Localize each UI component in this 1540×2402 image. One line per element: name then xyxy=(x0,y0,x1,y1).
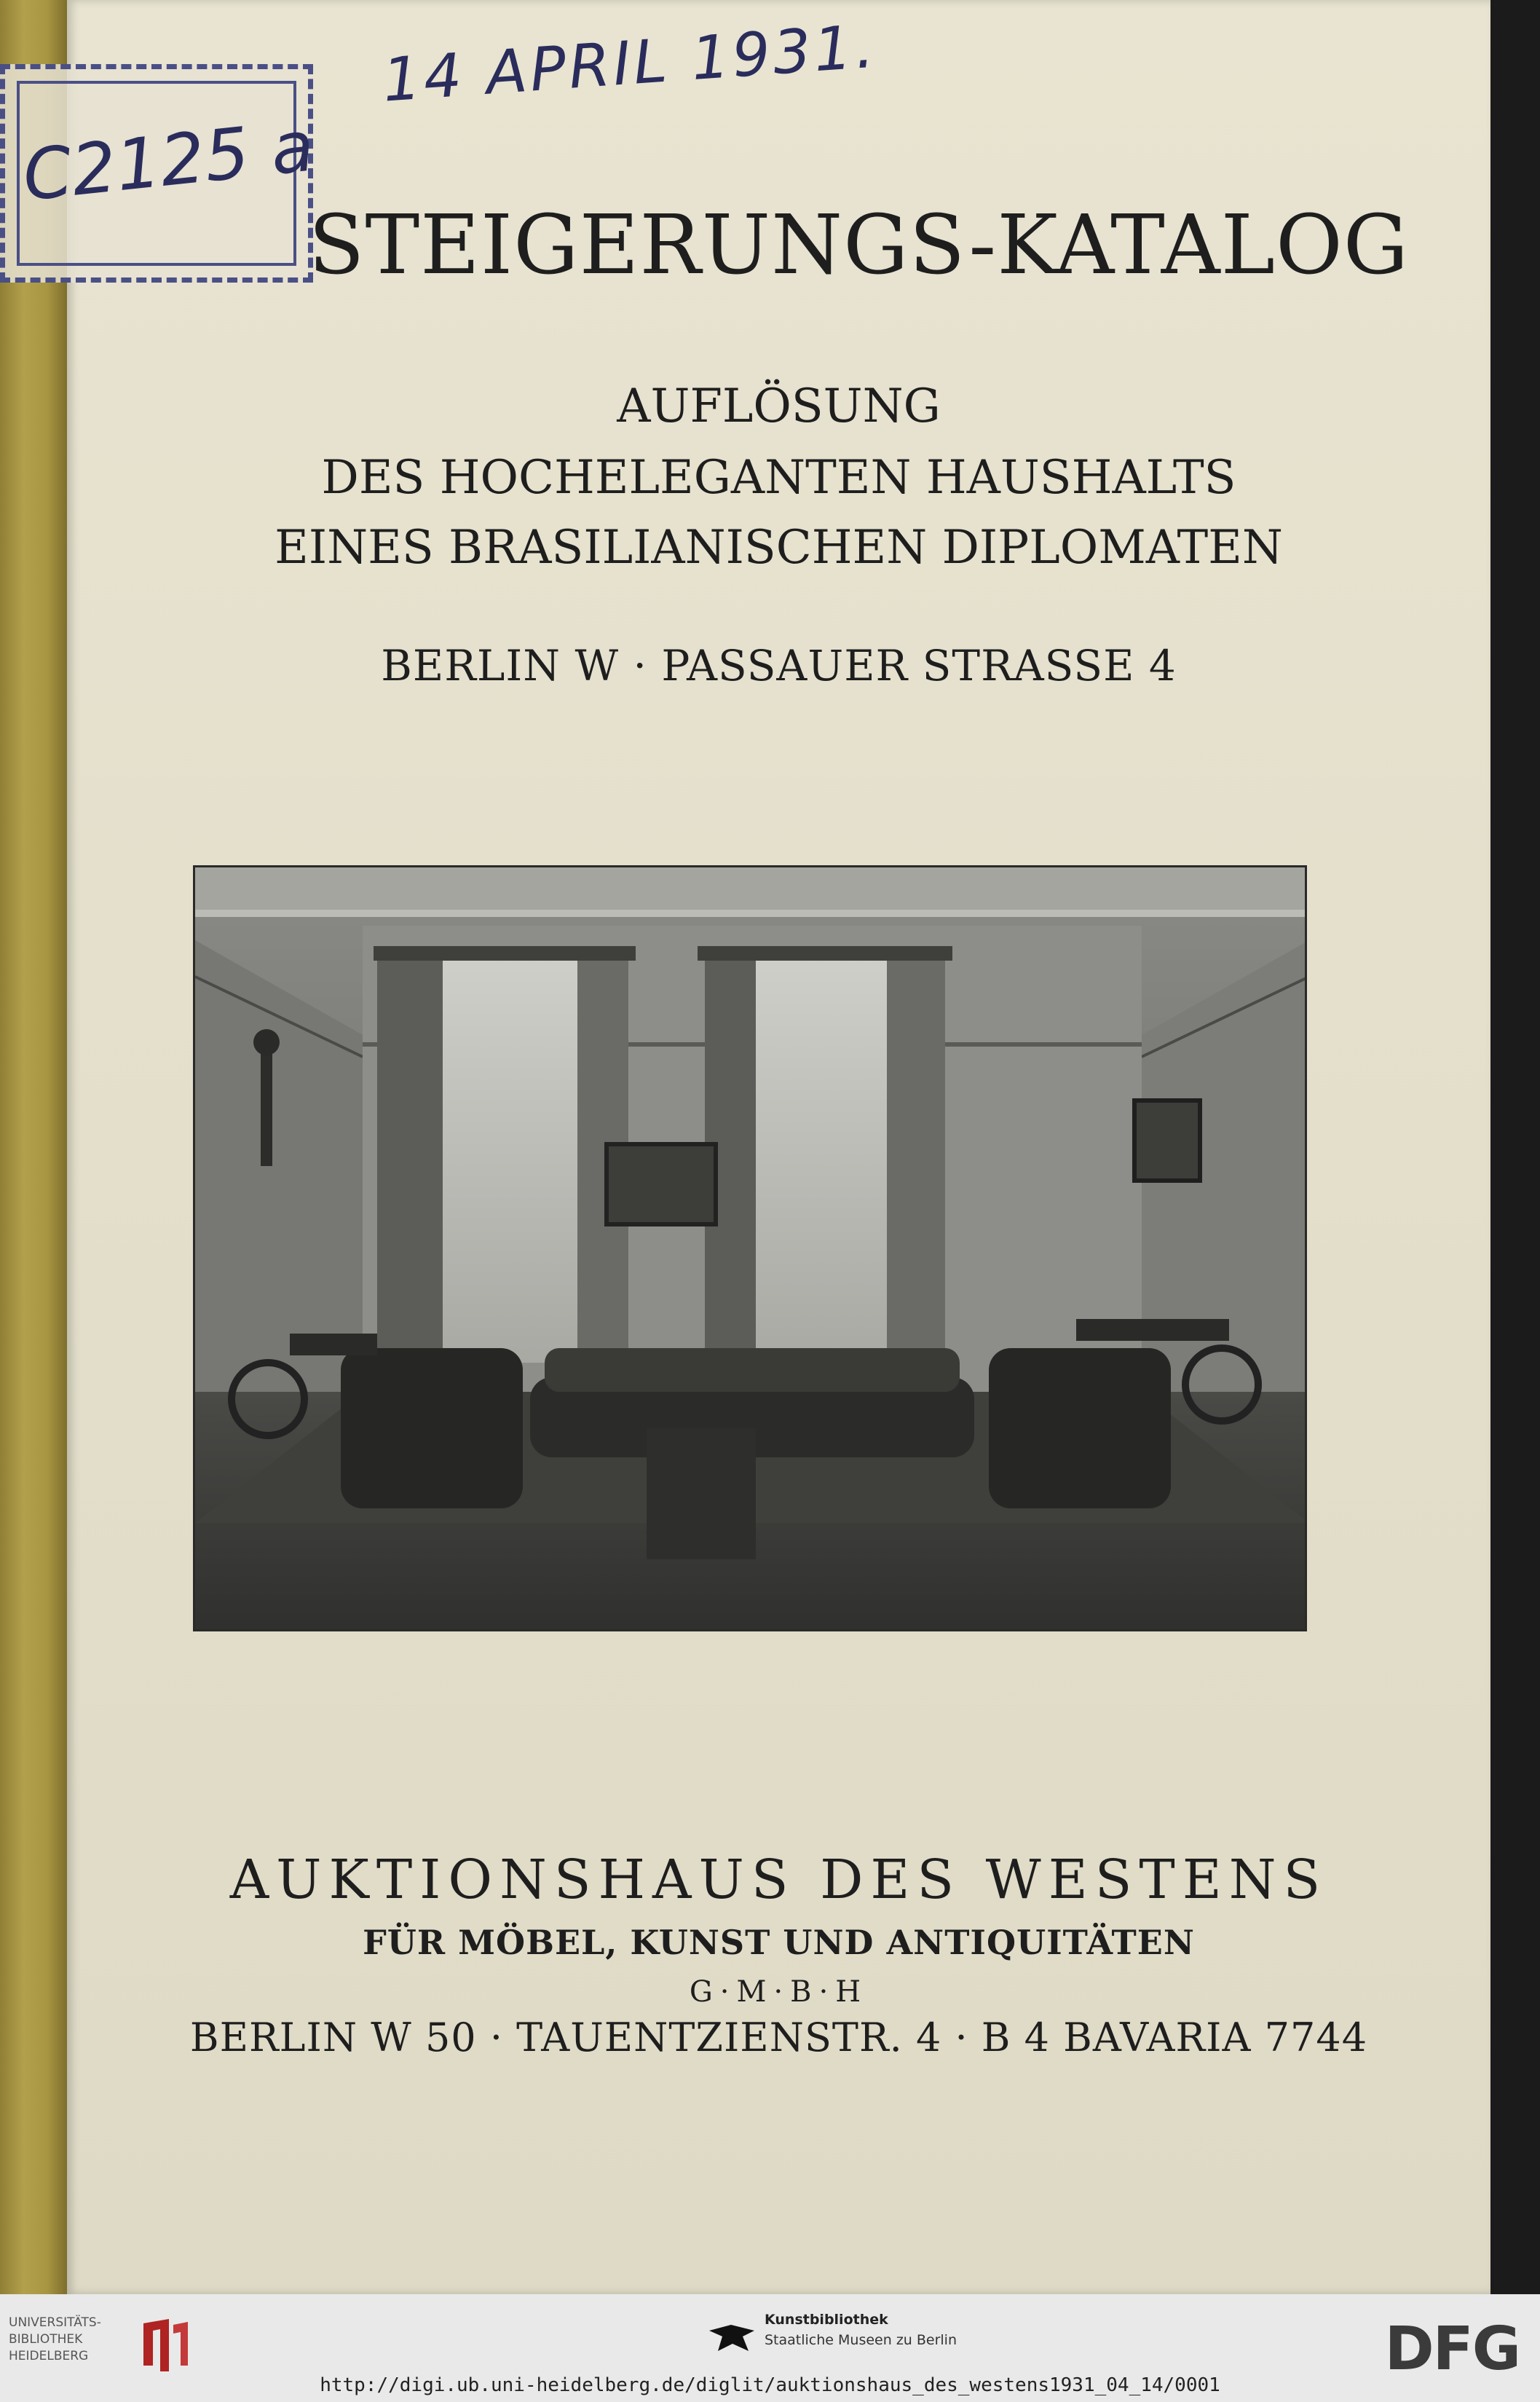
subtitle-line-2: DES HOCHELEGANTEN HAUSHALTS xyxy=(321,451,1236,505)
book-binding xyxy=(0,0,67,2294)
kunstbibliothek-title: Kunstbibliothek xyxy=(765,2312,888,2328)
salon-interior-illustration xyxy=(195,867,1307,1631)
heidelberg-library-logo[interactable] xyxy=(9,2315,213,2379)
auction-location: BERLIN W · PASSAUER STRASSE 4 xyxy=(381,641,1177,690)
kunstbibliothek-logo[interactable] xyxy=(699,2312,990,2363)
subtitle-line-3: EINES BRASILIANISCHEN DIPLOMATEN xyxy=(275,521,1283,575)
handwritten-date: 14 APRIL 1931. xyxy=(380,12,880,116)
auction-house-name: AUKTIONSHAUS DES WESTENS xyxy=(229,1848,1328,1911)
stamp-text: C2125 a xyxy=(19,105,318,217)
dfg-logo[interactable]: DFG xyxy=(1384,2315,1520,2384)
auction-house-tagline: FÜR MÖBEL, KUNST UND ANTIQUITÄTEN xyxy=(363,1923,1195,1962)
interior-photograph xyxy=(193,865,1307,1631)
digital-object-url[interactable]: http://digi.ub.uni-heidelberg.de/diglit/auktionshaus_des_westens1931_04_14/0001 xyxy=(320,2374,1220,2396)
library-emblem-icon xyxy=(140,2318,191,2373)
auction-house-address: BERLIN W 50 · TAUENTZIENSTR. 4 · B 4 BAVARIA 7744 xyxy=(189,2015,1368,2060)
subtitle-line-1: AUFLÖSUNG xyxy=(617,379,941,433)
digitization-footer xyxy=(0,2294,1540,2402)
auction-house-legal-form: G·M·B·H xyxy=(689,1975,869,2009)
eagle-icon xyxy=(706,2315,757,2355)
kunstbibliothek-subtitle: Staatliche Museen zu Berlin xyxy=(765,2332,957,2348)
library-name: UNIVERSITÄTS- BIBLIOTHEK HEIDELBERG xyxy=(9,2315,101,2363)
catalog-title: STEIGERUNGS-KATALOG xyxy=(308,198,1410,293)
